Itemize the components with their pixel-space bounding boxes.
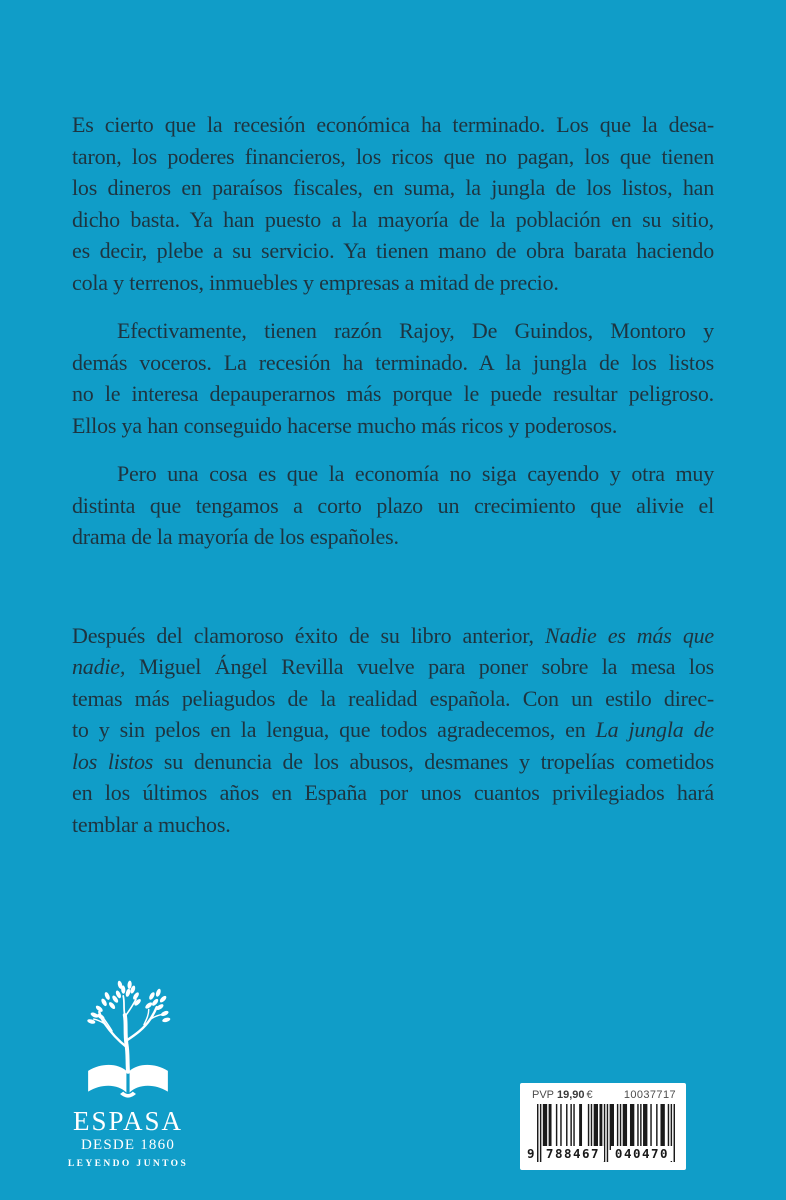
publisher-since: DESDE 1860 (80, 1137, 176, 1153)
text-line: distinta que tengamos a corto plazo un crecimiento que alivie el (72, 492, 714, 518)
text-line: Efectivamente, tienen razón Rajoy, De Guindos, Montoro y (117, 318, 714, 343)
ean-group1: 788467 (542, 1146, 604, 1161)
publisher-name: ESPASA (72, 1106, 184, 1136)
publisher-logo (60, 980, 196, 1170)
text-line: es decir, plebe a su servicio. Ya tienen mano de obra barata haciendo (72, 238, 714, 263)
text-line: to y sin pelos en la lengua, que todos agradecemos, en La jungla de (72, 717, 714, 742)
text-line: nadie, Miguel Ángel Revilla vuelve para poner sobre la mesa los (72, 654, 714, 679)
text-line: drama de la mayoría de los españoles. (72, 524, 399, 549)
ean-digits (527, 1146, 679, 1162)
product-code: 10037717 (623, 1089, 676, 1101)
text-line: Es cierto que la recesión económica ha terminado. Los que la desa- (72, 112, 714, 137)
text-line: demás voceros. La recesión ha terminado. A la jungla de los listos (72, 349, 714, 375)
text-line: los listos su denuncia de los abusos, desmanes y tropelías cometidos (72, 748, 715, 774)
text-line: temas más peliagudos de la realidad española. Con un estilo direc- (72, 685, 714, 711)
ean-group2: 040470 (611, 1146, 673, 1161)
excerpt-section (72, 109, 714, 553)
text-line: cola y terrenos, inmuebles y empresas a mitad de precio. (72, 269, 559, 295)
text-line: Pero una cosa es que la economía no siga cayendo y otra muy (117, 461, 714, 486)
text-line: Después del clamoroso éxito de su libro anterior, Nadie es más que (72, 622, 714, 648)
text-line: taron, los poderes financieros, los ricos que no pagan, los que tienen (72, 143, 714, 169)
back-cover-text (72, 109, 714, 840)
text-line: Ellos ya han conseguido hacerse mucho más ricos y poderosos. (72, 412, 618, 438)
barcode-label (520, 1083, 686, 1170)
text-line: no le interesa depauperarnos más porque le puede resultar peligroso. (72, 381, 714, 406)
barcode-header (520, 1083, 686, 1101)
paragraph (72, 458, 714, 553)
paragraph (72, 315, 714, 441)
text-line: los dineros en paraísos fiscales, en suma, la jungla de los listos, han (72, 175, 714, 200)
blurb-section (72, 620, 714, 841)
paragraph (72, 620, 714, 841)
barcode (527, 1104, 679, 1164)
tree-book-icon (79, 980, 177, 1106)
paragraph (72, 109, 714, 298)
text-line: dicho basta. Ya han puesto a la mayoría de la población en su sitio, (72, 206, 714, 232)
text-line: temblar a muchos. (72, 811, 231, 837)
price: PVP 19,90 € (532, 1089, 593, 1101)
text-line: en los últimos años en España por unos cuantos privilegiados hará (72, 780, 714, 805)
publisher-tagline: LEYENDO JUNTOS (67, 1159, 189, 1169)
ean-prefix: 9 (527, 1146, 535, 1161)
